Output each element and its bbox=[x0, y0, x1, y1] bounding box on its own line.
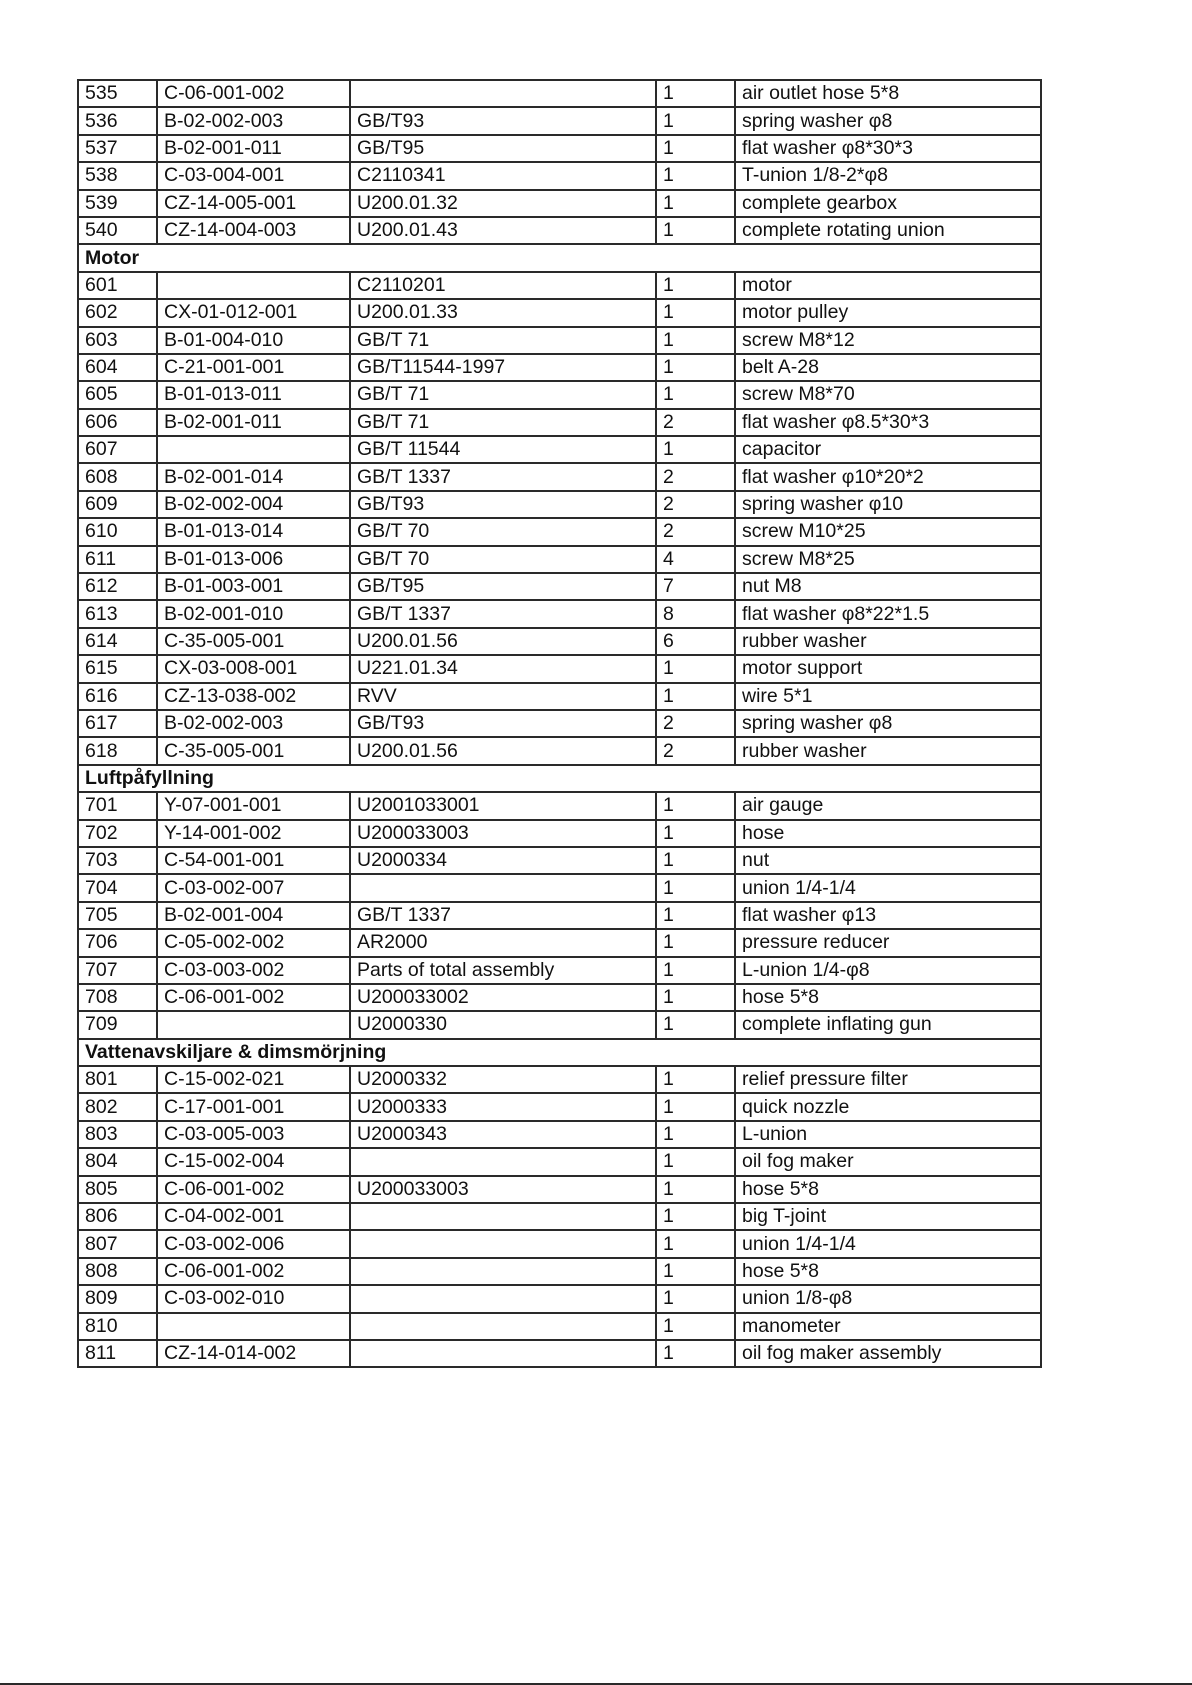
parts-list-body bbox=[78, 80, 1041, 1367]
description-cell: wire 5*1 bbox=[735, 683, 1041, 710]
standard-cell bbox=[350, 1148, 656, 1175]
table-row bbox=[78, 1313, 1041, 1340]
quantity-cell: 1 bbox=[656, 80, 735, 107]
quantity-cell: 1 bbox=[656, 1148, 735, 1175]
part-number-cell: 614 bbox=[78, 628, 157, 655]
part-code-cell: CZ-14-014-002 bbox=[157, 1340, 350, 1367]
part-number-cell: 606 bbox=[78, 409, 157, 436]
description-cell: hose 5*8 bbox=[735, 1258, 1041, 1285]
part-number-cell: 609 bbox=[78, 491, 157, 518]
table-row bbox=[78, 957, 1041, 984]
quantity-cell: 1 bbox=[656, 902, 735, 929]
table-row bbox=[78, 628, 1041, 655]
standard-cell bbox=[350, 1340, 656, 1367]
table-row bbox=[78, 381, 1041, 408]
description-cell: spring washer φ8 bbox=[735, 710, 1041, 737]
part-code-cell bbox=[157, 1011, 350, 1038]
table-row bbox=[78, 874, 1041, 901]
description-cell: spring washer φ8 bbox=[735, 107, 1041, 134]
quantity-cell: 1 bbox=[656, 354, 735, 381]
part-code-cell bbox=[157, 1313, 350, 1340]
table-row bbox=[78, 655, 1041, 682]
part-number-cell: 615 bbox=[78, 655, 157, 682]
quantity-cell: 1 bbox=[656, 1258, 735, 1285]
quantity-cell: 1 bbox=[656, 655, 735, 682]
table-row bbox=[78, 929, 1041, 956]
quantity-cell: 2 bbox=[656, 409, 735, 436]
description-cell: flat washer φ8.5*30*3 bbox=[735, 409, 1041, 436]
standard-cell: GB/T 1337 bbox=[350, 902, 656, 929]
table-row bbox=[78, 436, 1041, 463]
section-title: Motor bbox=[78, 244, 1041, 271]
part-code-cell: B-02-001-011 bbox=[157, 135, 350, 162]
quantity-cell: 4 bbox=[656, 546, 735, 573]
section-header-row bbox=[78, 244, 1041, 271]
standard-cell: C2110341 bbox=[350, 162, 656, 189]
table-row bbox=[78, 1121, 1041, 1148]
part-number-cell: 709 bbox=[78, 1011, 157, 1038]
standard-cell bbox=[350, 1203, 656, 1230]
part-code-cell: C-06-001-002 bbox=[157, 1176, 350, 1203]
description-cell: screw M8*70 bbox=[735, 381, 1041, 408]
description-cell: union 1/8-φ8 bbox=[735, 1285, 1041, 1312]
table-row bbox=[78, 737, 1041, 764]
table-row bbox=[78, 162, 1041, 189]
part-code-cell: C-06-001-002 bbox=[157, 80, 350, 107]
table-row bbox=[78, 573, 1041, 600]
part-code-cell: B-01-013-011 bbox=[157, 381, 350, 408]
standard-cell: GB/T 70 bbox=[350, 546, 656, 573]
description-cell: hose 5*8 bbox=[735, 984, 1041, 1011]
description-cell: complete gearbox bbox=[735, 190, 1041, 217]
standard-cell: U200033003 bbox=[350, 820, 656, 847]
quantity-cell: 1 bbox=[656, 1203, 735, 1230]
part-number-cell: 806 bbox=[78, 1203, 157, 1230]
part-number-cell: 805 bbox=[78, 1176, 157, 1203]
part-number-cell: 809 bbox=[78, 1285, 157, 1312]
quantity-cell: 1 bbox=[656, 1230, 735, 1257]
table-row bbox=[78, 1093, 1041, 1120]
standard-cell: U221.01.34 bbox=[350, 655, 656, 682]
description-cell: motor bbox=[735, 272, 1041, 299]
table-row bbox=[78, 1340, 1041, 1367]
part-number-cell: 611 bbox=[78, 546, 157, 573]
standard-cell: U200.01.56 bbox=[350, 628, 656, 655]
quantity-cell: 1 bbox=[656, 217, 735, 244]
standard-cell: U2000334 bbox=[350, 847, 656, 874]
part-number-cell: 604 bbox=[78, 354, 157, 381]
table-row bbox=[78, 1066, 1041, 1093]
description-cell: capacitor bbox=[735, 436, 1041, 463]
quantity-cell: 1 bbox=[656, 135, 735, 162]
quantity-cell: 1 bbox=[656, 1093, 735, 1120]
standard-cell: U2000343 bbox=[350, 1121, 656, 1148]
description-cell: flat washer φ10*20*2 bbox=[735, 463, 1041, 490]
standard-cell: GB/T 71 bbox=[350, 381, 656, 408]
quantity-cell: 1 bbox=[656, 847, 735, 874]
table-row bbox=[78, 902, 1041, 929]
description-cell: quick nozzle bbox=[735, 1093, 1041, 1120]
table-row bbox=[78, 847, 1041, 874]
description-cell: hose 5*8 bbox=[735, 1176, 1041, 1203]
table-row bbox=[78, 80, 1041, 107]
table-row bbox=[78, 1258, 1041, 1285]
part-code-cell: CX-01-012-001 bbox=[157, 299, 350, 326]
description-cell: T-union 1/8-2*φ8 bbox=[735, 162, 1041, 189]
standard-cell: GB/T93 bbox=[350, 107, 656, 134]
description-cell: union 1/4-1/4 bbox=[735, 874, 1041, 901]
quantity-cell: 2 bbox=[656, 737, 735, 764]
table-row bbox=[78, 491, 1041, 518]
part-number-cell: 708 bbox=[78, 984, 157, 1011]
table-row bbox=[78, 463, 1041, 490]
section-title: Vattenavskiljare & dimsmörjning bbox=[78, 1039, 1041, 1066]
part-code-cell: B-01-013-006 bbox=[157, 546, 350, 573]
part-number-cell: 618 bbox=[78, 737, 157, 764]
standard-cell bbox=[350, 1313, 656, 1340]
part-number-cell: 801 bbox=[78, 1066, 157, 1093]
table-row bbox=[78, 820, 1041, 847]
standard-cell: C2110201 bbox=[350, 272, 656, 299]
table-row bbox=[78, 354, 1041, 381]
description-cell: motor support bbox=[735, 655, 1041, 682]
part-code-cell: C-03-003-002 bbox=[157, 957, 350, 984]
description-cell: relief pressure filter bbox=[735, 1066, 1041, 1093]
table-row bbox=[78, 1230, 1041, 1257]
table-row bbox=[78, 409, 1041, 436]
quantity-cell: 1 bbox=[656, 1285, 735, 1312]
part-code-cell: C-15-002-021 bbox=[157, 1066, 350, 1093]
quantity-cell: 1 bbox=[656, 190, 735, 217]
part-number-cell: 701 bbox=[78, 792, 157, 819]
part-number-cell: 705 bbox=[78, 902, 157, 929]
part-code-cell: C-03-004-001 bbox=[157, 162, 350, 189]
quantity-cell: 1 bbox=[656, 792, 735, 819]
standard-cell: U2001033001 bbox=[350, 792, 656, 819]
part-code-cell: C-15-002-004 bbox=[157, 1148, 350, 1175]
standard-cell: GB/T 1337 bbox=[350, 463, 656, 490]
standard-cell bbox=[350, 1285, 656, 1312]
part-number-cell: 617 bbox=[78, 710, 157, 737]
part-number-cell: 702 bbox=[78, 820, 157, 847]
description-cell: L-union 1/4-φ8 bbox=[735, 957, 1041, 984]
section-header-row bbox=[78, 1039, 1041, 1066]
quantity-cell: 1 bbox=[656, 929, 735, 956]
quantity-cell: 1 bbox=[656, 299, 735, 326]
part-number-cell: 810 bbox=[78, 1313, 157, 1340]
quantity-cell: 2 bbox=[656, 518, 735, 545]
part-number-cell: 613 bbox=[78, 600, 157, 627]
part-number-cell: 804 bbox=[78, 1148, 157, 1175]
standard-cell: GB/T93 bbox=[350, 710, 656, 737]
part-code-cell: B-01-003-001 bbox=[157, 573, 350, 600]
quantity-cell: 1 bbox=[656, 272, 735, 299]
quantity-cell: 1 bbox=[656, 1121, 735, 1148]
part-code-cell: C-03-002-007 bbox=[157, 874, 350, 901]
description-cell: complete inflating gun bbox=[735, 1011, 1041, 1038]
part-code-cell: C-03-002-010 bbox=[157, 1285, 350, 1312]
standard-cell: U200.01.56 bbox=[350, 737, 656, 764]
part-number-cell: 539 bbox=[78, 190, 157, 217]
standard-cell: Parts of total assembly bbox=[350, 957, 656, 984]
standard-cell: GB/T 71 bbox=[350, 409, 656, 436]
quantity-cell: 2 bbox=[656, 491, 735, 518]
part-number-cell: 706 bbox=[78, 929, 157, 956]
quantity-cell: 1 bbox=[656, 381, 735, 408]
part-code-cell: C-21-001-001 bbox=[157, 354, 350, 381]
table-row bbox=[78, 299, 1041, 326]
part-code-cell: CZ-14-004-003 bbox=[157, 217, 350, 244]
section-header-row bbox=[78, 765, 1041, 792]
table-row bbox=[78, 792, 1041, 819]
description-cell: rubber washer bbox=[735, 737, 1041, 764]
quantity-cell: 1 bbox=[656, 874, 735, 901]
description-cell: pressure reducer bbox=[735, 929, 1041, 956]
part-number-cell: 537 bbox=[78, 135, 157, 162]
description-cell: spring washer φ10 bbox=[735, 491, 1041, 518]
quantity-cell: 1 bbox=[656, 162, 735, 189]
parts-list-table bbox=[77, 79, 1042, 1368]
description-cell: complete rotating union bbox=[735, 217, 1041, 244]
table-row bbox=[78, 272, 1041, 299]
description-cell: screw M8*12 bbox=[735, 327, 1041, 354]
standard-cell: AR2000 bbox=[350, 929, 656, 956]
standard-cell: U200.01.43 bbox=[350, 217, 656, 244]
standard-cell bbox=[350, 874, 656, 901]
quantity-cell: 2 bbox=[656, 463, 735, 490]
table-row bbox=[78, 710, 1041, 737]
part-code-cell: B-02-001-004 bbox=[157, 902, 350, 929]
description-cell: flat washer φ8*30*3 bbox=[735, 135, 1041, 162]
part-number-cell: 603 bbox=[78, 327, 157, 354]
quantity-cell: 1 bbox=[656, 1066, 735, 1093]
standard-cell: U2000330 bbox=[350, 1011, 656, 1038]
description-cell: flat washer φ13 bbox=[735, 902, 1041, 929]
standard-cell: U200.01.33 bbox=[350, 299, 656, 326]
part-number-cell: 703 bbox=[78, 847, 157, 874]
part-code-cell: C-54-001-001 bbox=[157, 847, 350, 874]
table-row bbox=[78, 135, 1041, 162]
quantity-cell: 1 bbox=[656, 107, 735, 134]
table-row bbox=[78, 984, 1041, 1011]
part-code-cell bbox=[157, 272, 350, 299]
part-number-cell: 610 bbox=[78, 518, 157, 545]
part-number-cell: 802 bbox=[78, 1093, 157, 1120]
standard-cell: GB/T93 bbox=[350, 491, 656, 518]
standard-cell bbox=[350, 80, 656, 107]
description-cell: big T-joint bbox=[735, 1203, 1041, 1230]
part-code-cell: B-02-002-003 bbox=[157, 107, 350, 134]
standard-cell bbox=[350, 1258, 656, 1285]
part-number-cell: 538 bbox=[78, 162, 157, 189]
part-number-cell: 707 bbox=[78, 957, 157, 984]
table-row bbox=[78, 1011, 1041, 1038]
standard-cell: GB/T 70 bbox=[350, 518, 656, 545]
part-code-cell: C-03-002-006 bbox=[157, 1230, 350, 1257]
table-row bbox=[78, 546, 1041, 573]
description-cell: air outlet hose 5*8 bbox=[735, 80, 1041, 107]
table-row bbox=[78, 1148, 1041, 1175]
quantity-cell: 2 bbox=[656, 710, 735, 737]
part-number-cell: 602 bbox=[78, 299, 157, 326]
table-row bbox=[78, 683, 1041, 710]
quantity-cell: 1 bbox=[656, 1011, 735, 1038]
standard-cell: GB/T95 bbox=[350, 135, 656, 162]
description-cell: union 1/4-1/4 bbox=[735, 1230, 1041, 1257]
description-cell: manometer bbox=[735, 1313, 1041, 1340]
table-row bbox=[78, 1285, 1041, 1312]
section-title: Luftpåfyllning bbox=[78, 765, 1041, 792]
description-cell: air gauge bbox=[735, 792, 1041, 819]
part-code-cell: C-06-001-002 bbox=[157, 1258, 350, 1285]
table-row bbox=[78, 600, 1041, 627]
part-code-cell: B-02-002-003 bbox=[157, 710, 350, 737]
part-number-cell: 811 bbox=[78, 1340, 157, 1367]
part-number-cell: 803 bbox=[78, 1121, 157, 1148]
standard-cell: U2000333 bbox=[350, 1093, 656, 1120]
part-number-cell: 535 bbox=[78, 80, 157, 107]
table-row bbox=[78, 1203, 1041, 1230]
part-code-cell: C-35-005-001 bbox=[157, 628, 350, 655]
part-code-cell: C-17-001-001 bbox=[157, 1093, 350, 1120]
part-number-cell: 540 bbox=[78, 217, 157, 244]
description-cell: screw M8*25 bbox=[735, 546, 1041, 573]
part-code-cell: CX-03-008-001 bbox=[157, 655, 350, 682]
standard-cell: GB/T95 bbox=[350, 573, 656, 600]
quantity-cell: 1 bbox=[656, 957, 735, 984]
quantity-cell: 1 bbox=[656, 820, 735, 847]
part-code-cell: C-05-002-002 bbox=[157, 929, 350, 956]
description-cell: oil fog maker bbox=[735, 1148, 1041, 1175]
part-code-cell: C-35-005-001 bbox=[157, 737, 350, 764]
quantity-cell: 1 bbox=[656, 1313, 735, 1340]
quantity-cell: 1 bbox=[656, 1176, 735, 1203]
table-row bbox=[78, 190, 1041, 217]
description-cell: nut M8 bbox=[735, 573, 1041, 600]
quantity-cell: 1 bbox=[656, 327, 735, 354]
standard-cell: GB/T 71 bbox=[350, 327, 656, 354]
quantity-cell: 1 bbox=[656, 436, 735, 463]
part-code-cell: Y-14-001-002 bbox=[157, 820, 350, 847]
table-row bbox=[78, 327, 1041, 354]
part-code-cell: CZ-13-038-002 bbox=[157, 683, 350, 710]
table-row bbox=[78, 1176, 1041, 1203]
part-number-cell: 608 bbox=[78, 463, 157, 490]
quantity-cell: 1 bbox=[656, 1340, 735, 1367]
description-cell: flat washer φ8*22*1.5 bbox=[735, 600, 1041, 627]
part-code-cell: Y-07-001-001 bbox=[157, 792, 350, 819]
table-row bbox=[78, 107, 1041, 134]
description-cell: screw M10*25 bbox=[735, 518, 1041, 545]
table-row bbox=[78, 518, 1041, 545]
quantity-cell: 6 bbox=[656, 628, 735, 655]
part-code-cell: CZ-14-005-001 bbox=[157, 190, 350, 217]
quantity-cell: 1 bbox=[656, 683, 735, 710]
table-row bbox=[78, 217, 1041, 244]
description-cell: oil fog maker assembly bbox=[735, 1340, 1041, 1367]
standard-cell bbox=[350, 1230, 656, 1257]
part-number-cell: 607 bbox=[78, 436, 157, 463]
part-code-cell: C-03-005-003 bbox=[157, 1121, 350, 1148]
part-number-cell: 601 bbox=[78, 272, 157, 299]
description-cell: hose bbox=[735, 820, 1041, 847]
part-number-cell: 808 bbox=[78, 1258, 157, 1285]
part-code-cell: B-02-001-014 bbox=[157, 463, 350, 490]
part-number-cell: 605 bbox=[78, 381, 157, 408]
part-code-cell: B-01-013-014 bbox=[157, 518, 350, 545]
part-code-cell bbox=[157, 436, 350, 463]
standard-cell: U200033003 bbox=[350, 1176, 656, 1203]
description-cell: belt A-28 bbox=[735, 354, 1041, 381]
standard-cell: U2000332 bbox=[350, 1066, 656, 1093]
part-number-cell: 616 bbox=[78, 683, 157, 710]
standard-cell: U200.01.32 bbox=[350, 190, 656, 217]
part-number-cell: 807 bbox=[78, 1230, 157, 1257]
part-code-cell: B-02-001-010 bbox=[157, 600, 350, 627]
part-code-cell: B-02-001-011 bbox=[157, 409, 350, 436]
quantity-cell: 1 bbox=[656, 984, 735, 1011]
standard-cell: RVV bbox=[350, 683, 656, 710]
part-code-cell: C-06-001-002 bbox=[157, 984, 350, 1011]
standard-cell: GB/T11544-1997 bbox=[350, 354, 656, 381]
part-number-cell: 612 bbox=[78, 573, 157, 600]
quantity-cell: 8 bbox=[656, 600, 735, 627]
standard-cell: GB/T 1337 bbox=[350, 600, 656, 627]
part-code-cell: C-04-002-001 bbox=[157, 1203, 350, 1230]
standard-cell: U200033002 bbox=[350, 984, 656, 1011]
quantity-cell: 7 bbox=[656, 573, 735, 600]
standard-cell: GB/T 11544 bbox=[350, 436, 656, 463]
description-cell: nut bbox=[735, 847, 1041, 874]
part-code-cell: B-02-002-004 bbox=[157, 491, 350, 518]
description-cell: rubber washer bbox=[735, 628, 1041, 655]
description-cell: L-union bbox=[735, 1121, 1041, 1148]
part-number-cell: 704 bbox=[78, 874, 157, 901]
part-number-cell: 536 bbox=[78, 107, 157, 134]
description-cell: motor pulley bbox=[735, 299, 1041, 326]
part-code-cell: B-01-004-010 bbox=[157, 327, 350, 354]
